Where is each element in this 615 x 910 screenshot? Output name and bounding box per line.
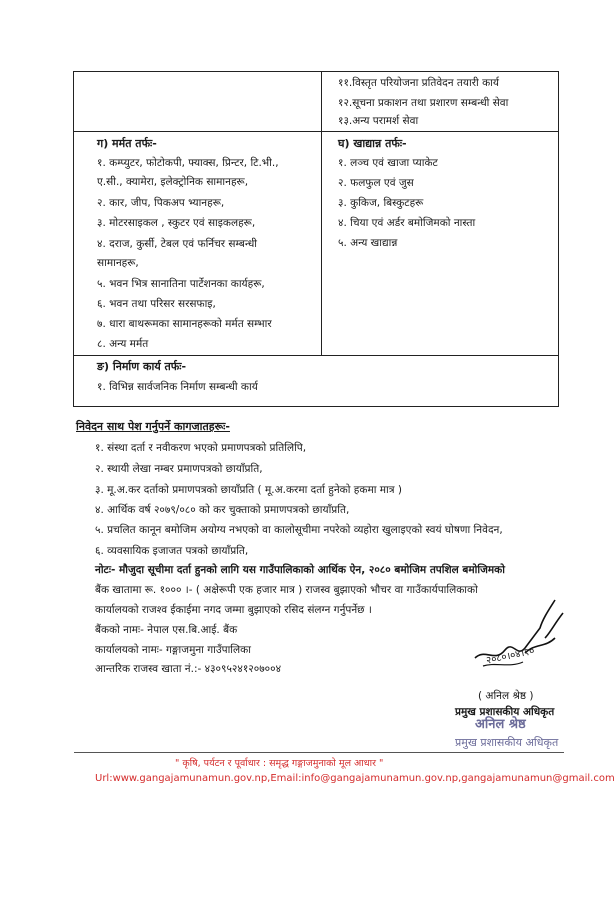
footer-divider — [74, 752, 564, 753]
consult-item-12: १२.सूचना प्रकाशन तथा प्रशारण सम्बन्धी सेवा — [338, 97, 509, 109]
list-item: सामानहरू, — [97, 257, 139, 269]
food-heading: घ) खाद्यान्न तर्फः- — [338, 137, 407, 150]
note-line-2: बैंक खातामा रू. १००० ।- ( अक्षेरूपी एक हजार मात्र ) राजस्व बुझाएको भौचर वा गाउँकार्यपालिकाको — [95, 584, 478, 596]
stamp-name: अनिल श्रेष्ठ — [475, 717, 526, 732]
construction-item-1: १. विभिन्न सार्वजनिक निर्माण सम्बन्धी कार्य — [97, 381, 258, 393]
list-item: २. कार, जीप, पिकअप भ्यानहरू, — [97, 197, 225, 209]
footer-contact-url: Url:www.gangajamunamun.gov.np,Email:info@gangajamunamun.gov.np,gangajamunamun@gmail.com — [95, 773, 615, 784]
footer-motto: " कृषि, पर्यटन र पूर्वाधार : समृद्ध गङ्गाजमुनाको मूल आधार " — [175, 758, 384, 769]
stamp-title: प्रमुख प्रशासकीय अधिकृत — [455, 736, 559, 749]
consult-item-13: १३.अन्य परामर्श सेवा — [338, 115, 419, 127]
list-item: ५. अन्य खाद्यान्न — [338, 237, 398, 249]
repair-heading: ग) मर्मत तर्फः- — [97, 137, 157, 150]
construction-heading: ङ) निर्माण कार्य तर्फः- — [97, 360, 187, 373]
bank-name: बैंकको नामः- नेपाल एस.बि.आई. बैंक — [95, 624, 238, 636]
list-item: ५. प्रचलित कानून बमोजिम अयोग्य नभएको वा कालोसूचीमा नपरेको व्यहोरा खुलाइएको स्वयं घोषणा निवेदन, — [95, 524, 503, 536]
table-divider-row-1 — [73, 131, 559, 132]
note-line-1: नोटः- मौजुदा सूचीमा दर्ता हुनको लागि यस गाउँपालिकाको आर्थिक ऐन, २०८० बमोजिम तपशिल बमोजिमको — [95, 564, 505, 576]
officer-title: प्रमुख प्रशासकीय अधिकृत — [455, 706, 555, 718]
list-item: ४. दराज, कुर्सी, टेबल एवं फर्निचर सम्बन्धी — [97, 238, 258, 250]
list-item: २. फलफुल एवं जुस — [338, 177, 414, 189]
list-item: १. कम्प्युटर, फोटोकपी, फ्याक्स, प्रिन्टर, टि.भी., — [97, 157, 279, 169]
officer-name: ( अनिल श्रेष्ठ ) — [478, 690, 534, 702]
list-item: ४. आर्थिक वर्ष २०७९/०८० को कर चुक्ताको प्रमाणपत्रको छायाँप्रति, — [95, 504, 350, 516]
handwritten-date: २०८०।०४।१० — [485, 645, 536, 667]
list-item: ५. भवन भित्र सानातिना पार्टेशनका कार्यहरू, — [97, 278, 265, 290]
list-item: २. स्थायी लेखा नम्बर प्रमाणपत्रको छायाँप्रति, — [95, 463, 263, 475]
list-item: ४. चिया एवं अर्डर बमोजिमको नास्ता — [338, 217, 476, 229]
documents-heading: निवेदन साथ पेश गर्नुपर्ने कागजातहरूः- — [76, 420, 230, 433]
list-item: ७. धारा बाथरूमका सामानहरूको मर्मत सम्भार — [97, 318, 272, 330]
consult-item-11: ११.विस्तृत परियोजना प्रतिवेदन तयारी कार्य — [338, 77, 499, 89]
list-item: ३. मोटरसाइकल , स्कुटर एवं साइकलहरू, — [97, 217, 256, 229]
handwritten-signature-icon — [455, 588, 575, 678]
list-item: ६. भवन तथा परिसर सरसफाइ, — [97, 298, 216, 310]
table-divider-row-2 — [73, 355, 559, 356]
list-item: ए.सी., क्यामेरा, इलेक्ट्रोनिक सामानहरू, — [97, 176, 249, 188]
list-item: १. लञ्च एवं खाजा प्याकेट — [338, 157, 438, 169]
list-item: ३. मू.अ.कर दर्ताको प्रमाणपत्रको छायाँप्रति ( मू.अ.करमा दर्ता हुनेको हकमा मात्र ) — [95, 484, 403, 496]
revenue-account: आन्तरिक राजस्व खाता नं.:- ४३०९५२४१२०७००४ — [95, 663, 282, 675]
list-item: ६. व्यवसायिक इजाजत पत्रको छायाँप्रति, — [95, 545, 249, 557]
note-line-3: कार्यालयको राजश्व ईकाईमा नगद जम्मा बुझाएको रसिद संलग्न गर्नुपर्नेछ । — [95, 604, 372, 616]
table-divider-vertical — [321, 71, 322, 355]
list-item: ३. कुकिज, बिस्कुटहरू — [338, 197, 424, 209]
office-name: कार्यालयको नामः- गङ्गाजमुना गाउँपालिका — [95, 644, 251, 656]
list-item: ८. अन्य मर्मत — [97, 338, 149, 350]
list-item: १. संस्था दर्ता र नवीकरण भएको प्रमाणपत्रको प्रतिलिपि, — [95, 442, 307, 454]
